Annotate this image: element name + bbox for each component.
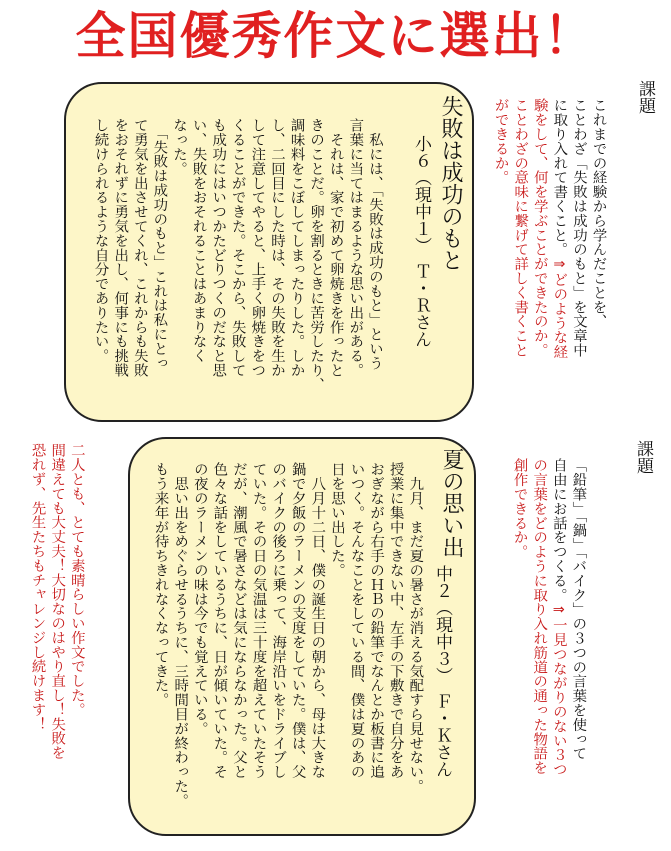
task-1-text: これまでの経験から学んだことを、 ことわざ「失敗は成功のもと」を文章中 に取り入れて書くこと。: [551, 98, 607, 358]
essay-2-title: 夏の思い出: [439, 448, 464, 558]
essay-2-body: 九月、まだ夏の暑さが消える気配すら見せない。 授業に集中できない中、左手の下敷きで自分をあ おぎながら右手のＨＢの鉛筆でなんとか板書に追 いつく。そんなことをしている間、僕は夏のあの 日を思い出した。 八月十二日、僕の誕生日の朝から、母は大きな 鍋で夕飯のラーメンの支度をしていた。僕は、父 のバイクの後ろに乗って、海岸沿いをドライブし ていた。その日の気温は三十度を超えていたそう だが、潮風で暑さなどは気にならなかった。父と 色々な話をしているうちに、日が傾いていた。そ の夜のラーメンの味は今でも覚えている。 思い出をめぐらせるうちに、三時間目が終わった。 もう来年が待ちきれなくなってきた。: [152, 462, 424, 808]
task-2-text: 「鉛筆」「鍋」「バイク」の３つの言葉を使って 自由にお話をつくる。: [550, 458, 587, 761]
essay-2-byline: 中２（現中３） Ｆ・Ｋさん: [432, 565, 452, 778]
task-1-label: 課題: [635, 80, 655, 114]
essay-1-byline: 小６（現中１） Ｔ・Ｒさん: [411, 135, 431, 348]
task-2-description: [509, 458, 587, 776]
teacher-comment: 二人とも、とても素晴らしい作文でした。 間違えても大丈夫！大切なのはやり直し！失敗を 恐れず、先生たちもチャレンジし続けます！: [29, 443, 85, 760]
essay-1-body: 私には、「失敗は成功のもと」という 言葉に当てはまるような思い出がある。 それは、家で初めて卵焼きを作ったと きのことだ。卵を割るときに苦労したり、 調味料をこぼしてしまったりした。しか し、二回目にした時は、その失敗を生か して注意してやると、上手く卵焼きをつ くることができた。そこから、失敗して も成功にはいつかたどりつくのだなと思 い、失敗をおそれることはあまりなく なった。 「失敗は成功のもと」これは私にとっ て勇気を出させてくれ、これからも失敗 をおそれずに勇気を出し、何事にも挑戦 し続けられるような自分でありたい。: [92, 118, 383, 392]
task-2-goal: ⇒一見つながりのない３つ の言葉をどのように取り入れ筋道の通った物語を 創作できるか。: [511, 458, 567, 777]
task-1-description: [490, 98, 608, 359]
task-2-label: 課題: [633, 440, 653, 474]
page-title: 全国優秀作文に選出！: [75, 7, 596, 65]
task-1-goal: ⇒どのような経 験をして、何を学ぶことができたのか。 ことわざの意味に繋げて詳しく書くこと ができるか。: [492, 98, 568, 359]
essay-1-title: 失敗は成功のもと: [438, 95, 463, 271]
